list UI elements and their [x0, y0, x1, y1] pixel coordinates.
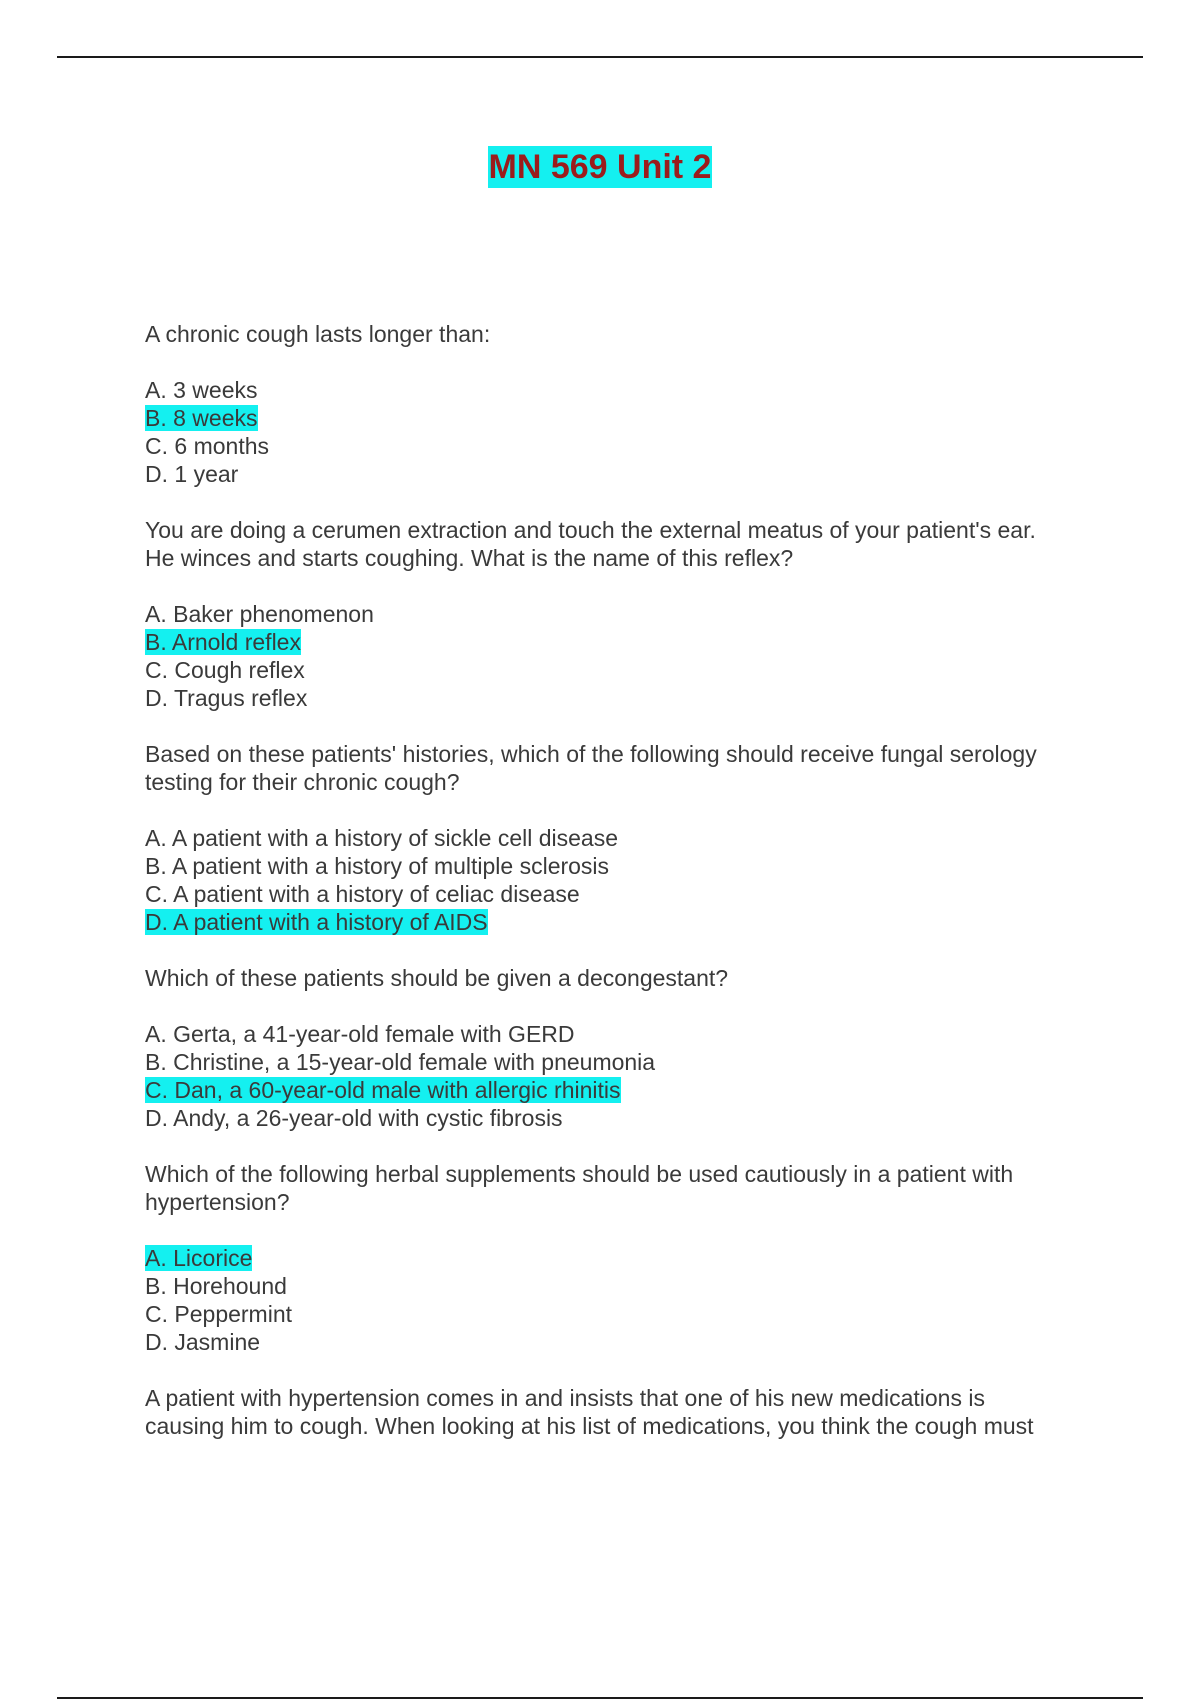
answer-option [145, 376, 1105, 404]
answer-option-label: D. Andy, a 26-year-old with cystic fibrosis [145, 1105, 563, 1131]
answer-option-label: A. A patient with a history of sickle cell disease [145, 825, 619, 851]
question-block [145, 1160, 1105, 1356]
question-text: A chronic cough lasts longer than: [145, 321, 491, 347]
answer-option-label: B. A patient with a history of multiple sclerosis [145, 853, 610, 879]
answer-option-label: B. Christine, a 15-year-old female with pneumonia [145, 1049, 656, 1075]
answer-option-label: A. Gerta, a 41-year-old female with GERD [145, 1021, 575, 1047]
answer-option-highlighted [145, 628, 1105, 656]
top-rule [57, 56, 1143, 58]
answer-option-label: D. Jasmine [145, 1329, 261, 1355]
answer-option-label: A. Licorice [145, 1245, 253, 1271]
answer-option [145, 1328, 1105, 1356]
answer-option-highlighted [145, 1076, 1105, 1104]
question-text: Which of these patients should be given a decongestant? [145, 965, 729, 991]
question-block [145, 516, 1105, 712]
question-block [145, 320, 1105, 488]
answer-option-label: C. Peppermint [145, 1301, 293, 1327]
answer-option [145, 852, 1105, 880]
answer-option [145, 1020, 1105, 1048]
question-text: You are doing a cerumen extraction and touch the external meatus of your patient's ear. He winces and starts coughing. What is the name of this reflex? [145, 517, 1036, 571]
answer-option [145, 432, 1105, 460]
question-block [145, 964, 1105, 1132]
answer-option-label: B. Horehound [145, 1273, 287, 1299]
answer-option [145, 684, 1105, 712]
question-text: A patient with hypertension comes in and insists that one of his new medications is causing him to cough. When looking at his list of medications, you think the cough must [145, 1385, 1034, 1439]
questions-container [145, 320, 1105, 1468]
answer-option-label: A. Baker phenomenon [145, 601, 374, 627]
answer-option-label: C. A patient with a history of celiac disease [145, 881, 580, 907]
answer-option-label: B. Arnold reflex [145, 629, 301, 655]
answer-option-label: D. A patient with a history of AIDS [145, 909, 488, 935]
question-block [145, 1384, 1105, 1440]
answer-option [145, 880, 1105, 908]
answer-option [145, 1104, 1105, 1132]
question-block [145, 740, 1105, 936]
answer-option-label: D. 1 year [145, 461, 239, 487]
answer-option-label: A. 3 weeks [145, 377, 258, 403]
bottom-rule [57, 1697, 1143, 1699]
answer-option-label: B. 8 weeks [145, 405, 258, 431]
answer-option-label: C. 6 months [145, 433, 269, 459]
answer-option-highlighted [145, 1244, 1105, 1272]
title-wrap [0, 146, 1200, 188]
question-text: Which of the following herbal supplements should be used cautiously in a patient with hypertension? [145, 1161, 1014, 1215]
question-text: Based on these patients' histories, which of the following should receive fungal serology testing for their chronic cough? [145, 741, 1037, 795]
answer-option [145, 1048, 1105, 1076]
answer-option-label: C. Cough reflex [145, 657, 305, 683]
answer-option [145, 600, 1105, 628]
document-title: MN 569 Unit 2 [488, 148, 712, 186]
answer-option [145, 1300, 1105, 1328]
answer-option-label: C. Dan, a 60-year-old male with allergic rhinitis [145, 1077, 621, 1103]
answer-option [145, 460, 1105, 488]
answer-option-highlighted [145, 908, 1105, 936]
answer-option-highlighted [145, 404, 1105, 432]
answer-option [145, 1272, 1105, 1300]
answer-option [145, 824, 1105, 852]
answer-option [145, 656, 1105, 684]
answer-option-label: D. Tragus reflex [145, 685, 308, 711]
